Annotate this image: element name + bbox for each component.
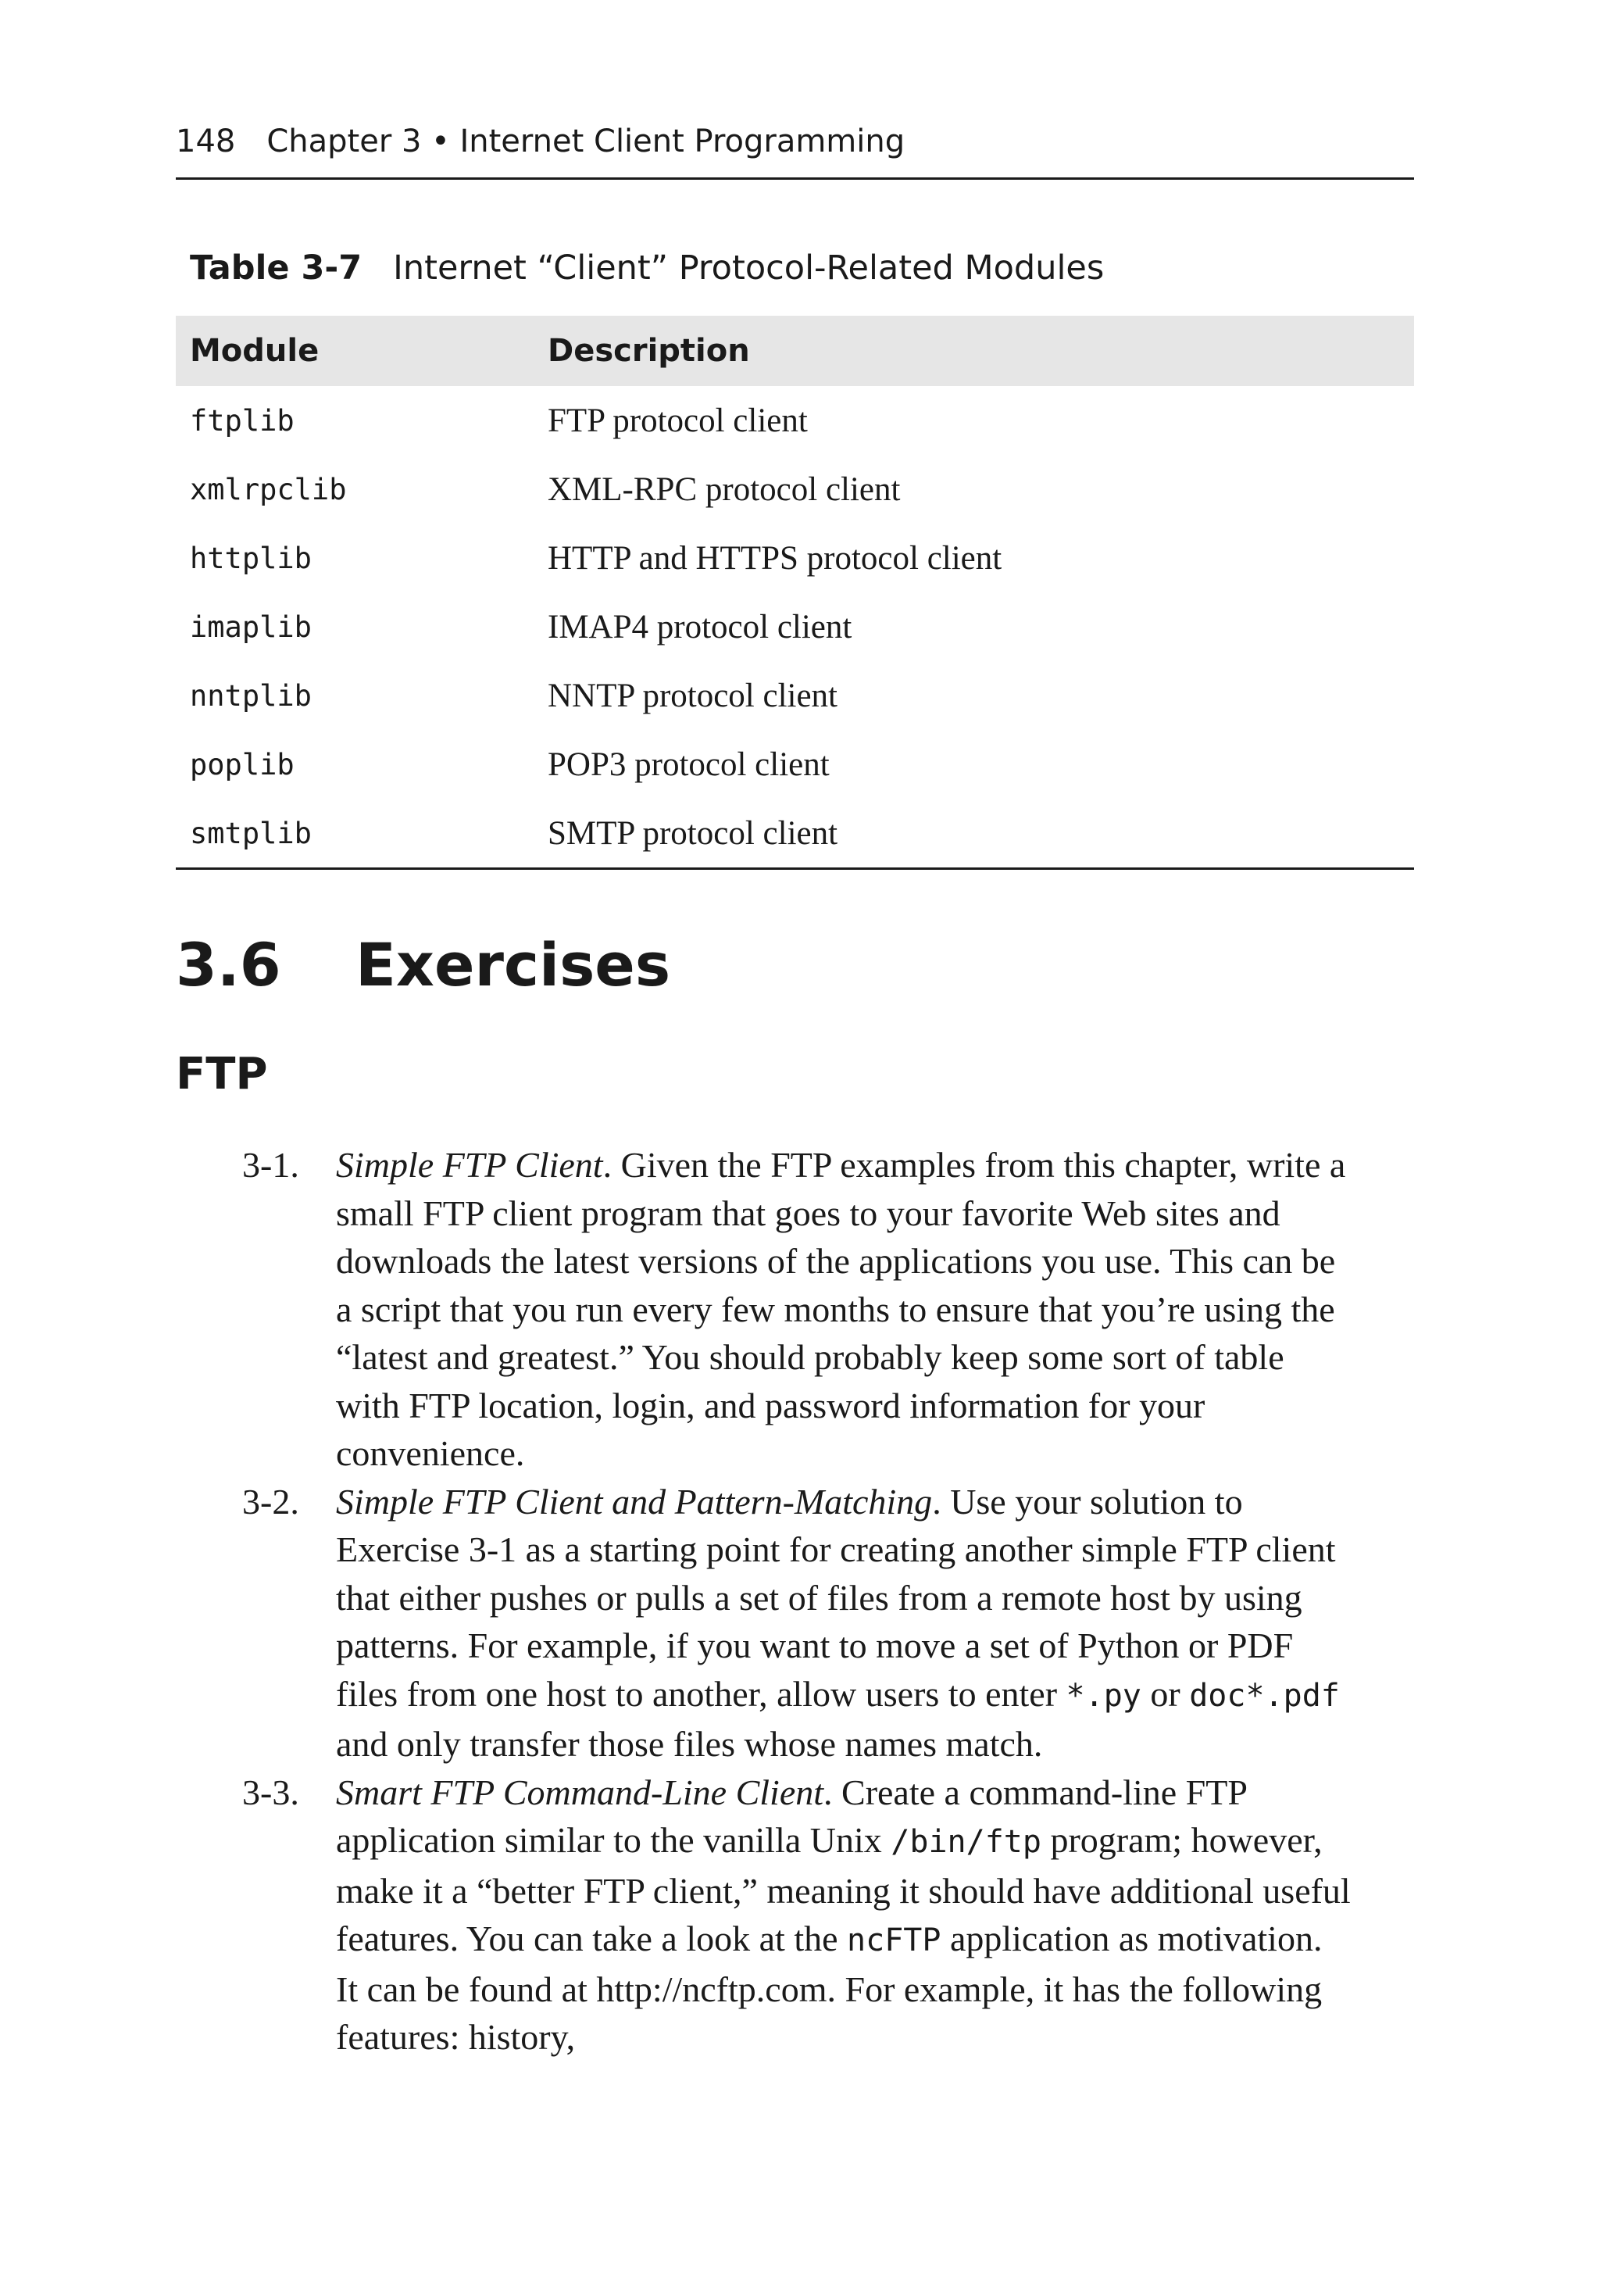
table-row (176, 661, 1414, 730)
exercise-number: 3-3. (242, 1772, 299, 1812)
description-cell: XML-RPC protocol client (548, 470, 901, 508)
description-cell: SMTP protocol client (534, 799, 1414, 869)
inline-code: /bin/ftp (891, 1824, 1041, 1860)
exercise-item (242, 1768, 1352, 2062)
page-number: 148 (176, 123, 236, 159)
section-title: Exercises (355, 930, 671, 1000)
chapter-title: Chapter 3 • Internet Client Programming (266, 123, 905, 159)
description-cell: FTP protocol client (548, 402, 808, 439)
module-cell: imaplib (190, 610, 312, 644)
table-row (176, 592, 1414, 661)
exercise-text: . Create a command-line FTP application similar to the vanilla Unix (336, 1772, 1247, 1860)
exercise-text: . Use your solution to Exercise 3-1 as a starting point for creating another simple FTP client that either pushes or pulls a set of files from a remote host by using patterns. For example, if you want to move a set of Python or PDF files from one host to another, allow users to enter (336, 1481, 1336, 1714)
table-label: Table 3-7 (190, 249, 362, 288)
column-header-module: Module (176, 316, 534, 386)
running-header (176, 123, 1414, 159)
table-row (176, 386, 1414, 455)
exercise-text: . Given the FTP examples from this chapter, write a small FTP client program that goes to your favorite Web sites and downloads the latest versions of the applications you use. This can be a script that you run every few months to ensure that you’re using the “latest and greatest.” You should probably keep some sort of table with FTP location, login, and password information for your convenience. (336, 1145, 1346, 1473)
table-row (176, 799, 1414, 869)
module-cell: nntplib (190, 678, 312, 713)
table-header-row (176, 316, 1414, 386)
inline-code: *.py (1066, 1677, 1141, 1714)
exercise-text: application as motivation. It can be found at http://ncftp.com. For example, it has the following features: history, (336, 1919, 1323, 2057)
subsection-heading: FTP (176, 1049, 268, 1100)
section-number: 3.6 (176, 930, 281, 1000)
module-cell: smtplib (176, 799, 534, 869)
column-header-description: Description (534, 316, 1414, 386)
module-cell: ftplib (190, 403, 295, 438)
exercise-title: Smart FTP Command-Line Client (336, 1772, 824, 1812)
inline-code: doc*.pdf (1189, 1677, 1340, 1714)
table-row (176, 730, 1414, 799)
exercise-number: 3-2. (242, 1481, 299, 1522)
exercise-list (242, 1141, 1352, 2062)
description-cell: POP3 protocol client (548, 746, 830, 783)
exercise-text: and only transfer those files whose names match. (336, 1724, 1043, 1764)
table-caption (190, 249, 1104, 288)
description-cell: NNTP protocol client (548, 677, 838, 714)
exercise-title: Simple FTP Client (336, 1145, 603, 1185)
module-cell: httplib (190, 541, 312, 575)
exercise-text: or (1141, 1673, 1190, 1714)
exercise-item (242, 1478, 1352, 1768)
module-cell: xmlrpclib (190, 472, 347, 506)
header-rule (176, 177, 1414, 180)
exercise-title: Simple FTP Client and Pattern-Matching (336, 1481, 933, 1522)
table-row (176, 524, 1414, 592)
inline-code: ncFTP (847, 1922, 941, 1958)
exercise-number: 3-1. (242, 1145, 299, 1185)
description-cell: IMAP4 protocol client (548, 608, 852, 646)
exercise-text: program; however, make it a “better FTP client,” meaning it should have additional useful features. You can take a look at the (336, 1820, 1351, 1958)
table-caption-text: Internet “Client” Protocol-Related Modules (393, 249, 1105, 288)
table-row (176, 455, 1414, 524)
module-cell: poplib (190, 747, 295, 781)
exercise-item (242, 1141, 1352, 1478)
description-cell: HTTP and HTTPS protocol client (548, 539, 1002, 577)
section-heading (176, 930, 670, 1000)
modules-table (176, 316, 1414, 870)
